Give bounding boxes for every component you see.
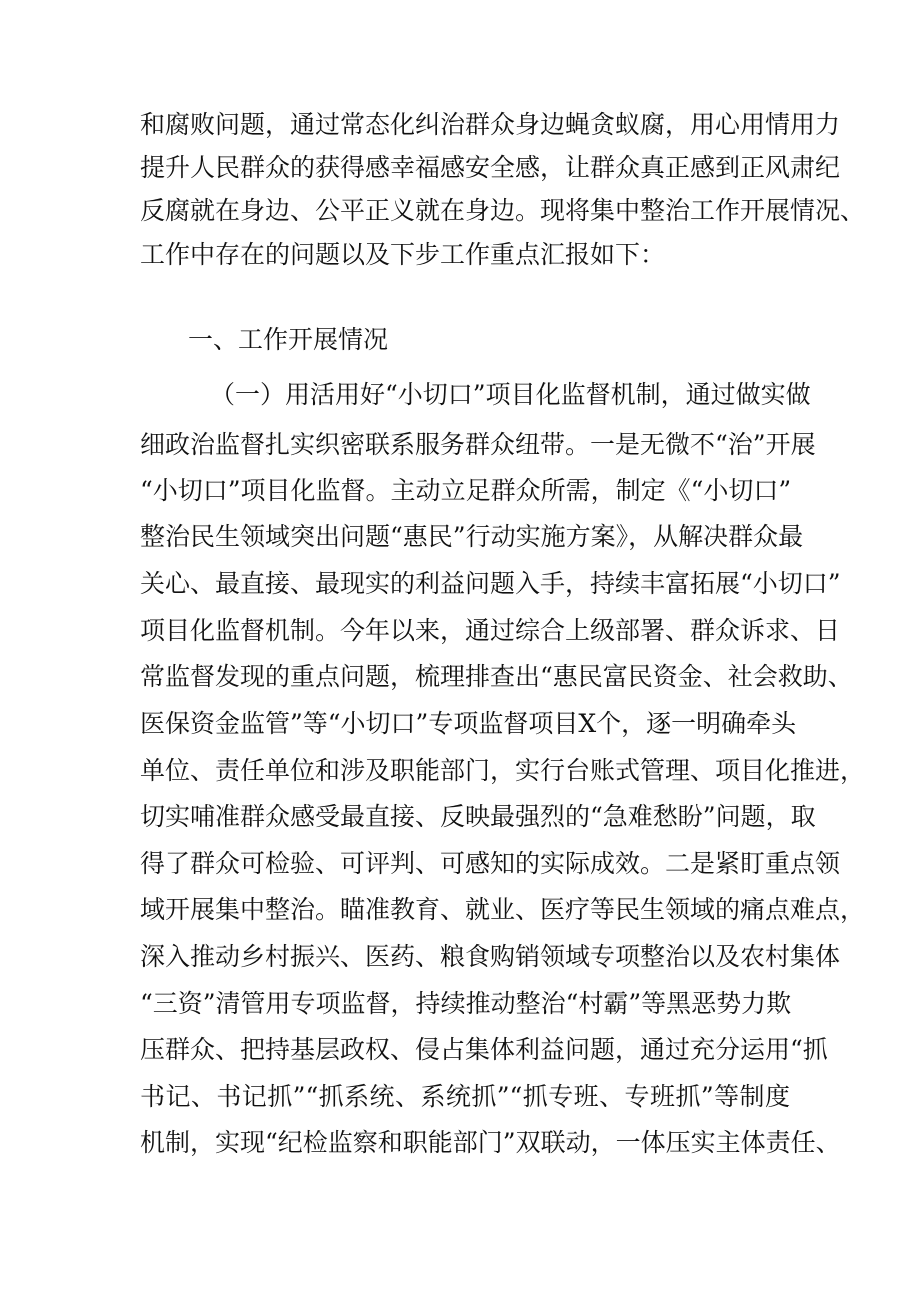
para1-line-11: 得了群众可检验、可评判、可感知的实际成效。二是紧盯重点领 [140,849,841,878]
para1-line-2: 细政治监督扎实织密联系服务群众纽带。一是无微不“治”开展 [140,430,816,459]
para1-line-1: （一）用活用好“小切口”项目化监督机制，通过做实做 [210,380,811,409]
intro-line-3: 反腐就在身边、公平正义就在身边。现将集中整治工作开展情况、 [140,196,866,225]
para1-line-15: 压群众、把持基层政权、侵占集体利益问题，通过充分运用“抓 [140,1035,828,1064]
para1-line-16: 书记、书记抓”“抓系统、系统抓”“抓专班、专班抓”等制度 [140,1082,790,1111]
section-heading: 一、工作开展情况 [188,325,389,354]
para1-line-6: 项目化监督机制。今年以来，通过综合上级部署、群众诉求、日 [140,616,841,645]
para1-line-3: “小切口”项目化监督。主动立足群众所需，制定《“小切口” [140,476,792,505]
para1-line-8: 医保资金监管”等“小切口”专项监督项目X个，逐一明确牵头 [140,709,797,738]
para1-line-12: 域开展集中整治。瞄准教育、就业、医疗等民生领域的痛点难点， [140,895,866,924]
para1-line-5: 关心、最直接、最现实的利益问题入手，持续丰富拓展“小切口” [140,569,841,598]
para1-line-4: 整治民生领域突出问题“惠民”行动实施方案》，从解决群众最 [140,522,804,551]
para1-line-14: “三资”清管用专项监督，持续推动整治“村霸”等黑恶势力欺 [140,989,792,1018]
para1-line-9: 单位、责任单位和涉及职能部门，实行台账式管理、项目化推进， [140,756,866,785]
intro-line-1: 和腐败问题，通过常态化纠治群众身边蝇贪蚁腐，用心用情用力 [140,110,841,139]
para1-line-10: 切实哺准群众感受最直接、反映最强烈的“急难愁盼”问题，取 [140,802,816,831]
intro-line-2: 提升人民群众的获得感幸福感安全感，让群众真正感到正风肃纪 [140,153,841,182]
para1-line-13: 深入推动乡村振兴、医药、粮食购销领域专项整治以及农村集体 [140,942,841,971]
para1-line-7: 常监督发现的重点问题，梳理排查出“惠民富民资金、社会救助、 [140,662,853,691]
para1-line-17: 机制，实现“纪检监察和职能部门”双联动，一体压实主体责任、 [140,1128,841,1157]
intro-line-4: 工作中存在的问题以及下步工作重点汇报如下： [140,240,666,269]
